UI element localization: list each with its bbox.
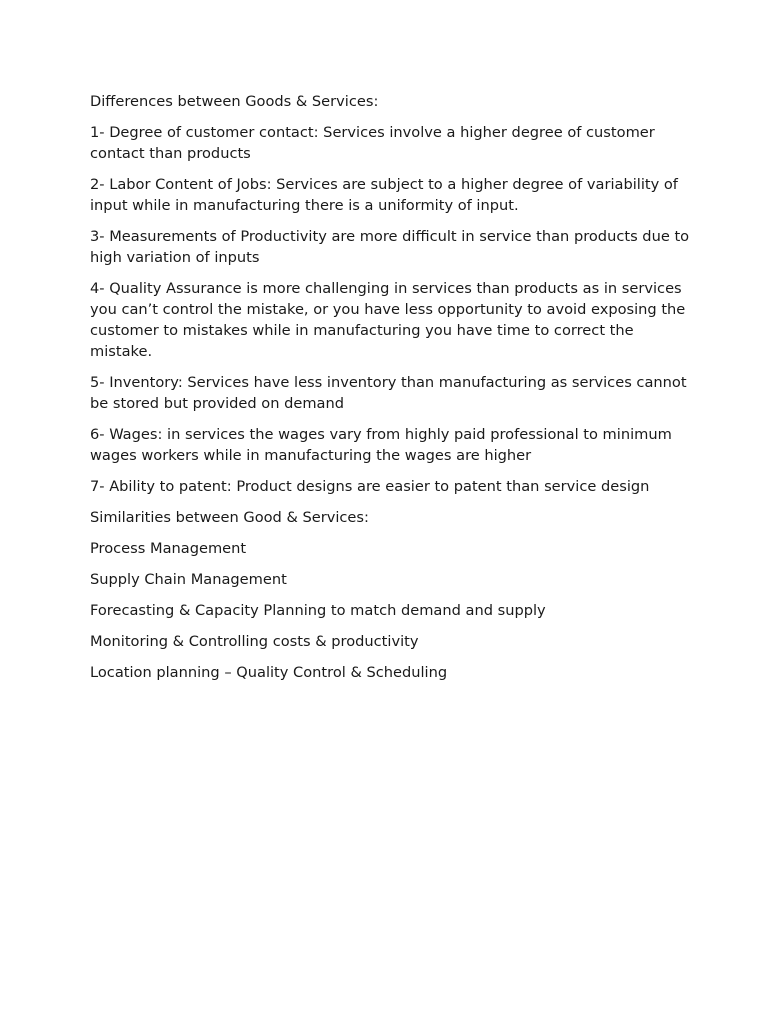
similarity-item-5: Location planning – Quality Control & Scheduling	[90, 664, 448, 681]
document-body	[90, 91, 690, 693]
differences-heading: Differences between Goods & Services:	[90, 93, 379, 110]
similarity-item-3: Forecasting & Capacity Planning to match demand and supply	[90, 602, 546, 619]
difference-item-4: 4- Quality Assurance is more challenging in services than products as in services you can’t control the mistake, or you have less opportunity to avoid exposing the customer to mistakes while in manufacturing you have time to correct the mistake.	[90, 280, 686, 360]
difference-item-2: 2- Labor Content of Jobs: Services are subject to a higher degree of variability of input while in manufacturing there is a uniformity of input.	[90, 176, 678, 214]
similarity-item-1: Process Management	[90, 540, 247, 557]
difference-item-6: 6- Wages: in services the wages vary from highly paid professional to minimum wages workers while in manufacturing the wages are higher	[90, 426, 672, 464]
difference-item-5: 5- Inventory: Services have less inventory than manufacturing as services cannot be stored but provided on demand	[90, 374, 687, 412]
difference-item-1: 1- Degree of customer contact: Services involve a higher degree of customer contact than products	[90, 124, 655, 162]
similarity-item-4: Monitoring & Controlling costs & productivity	[90, 633, 419, 650]
similarities-heading: Similarities between Good & Services:	[90, 509, 369, 526]
similarity-item-2: Supply Chain Management	[90, 571, 287, 588]
difference-item-3: 3- Measurements of Productivity are more difficult in service than products due to high variation of inputs	[90, 228, 690, 266]
difference-item-7: 7- Ability to patent: Product designs are easier to patent than service design	[90, 478, 650, 495]
